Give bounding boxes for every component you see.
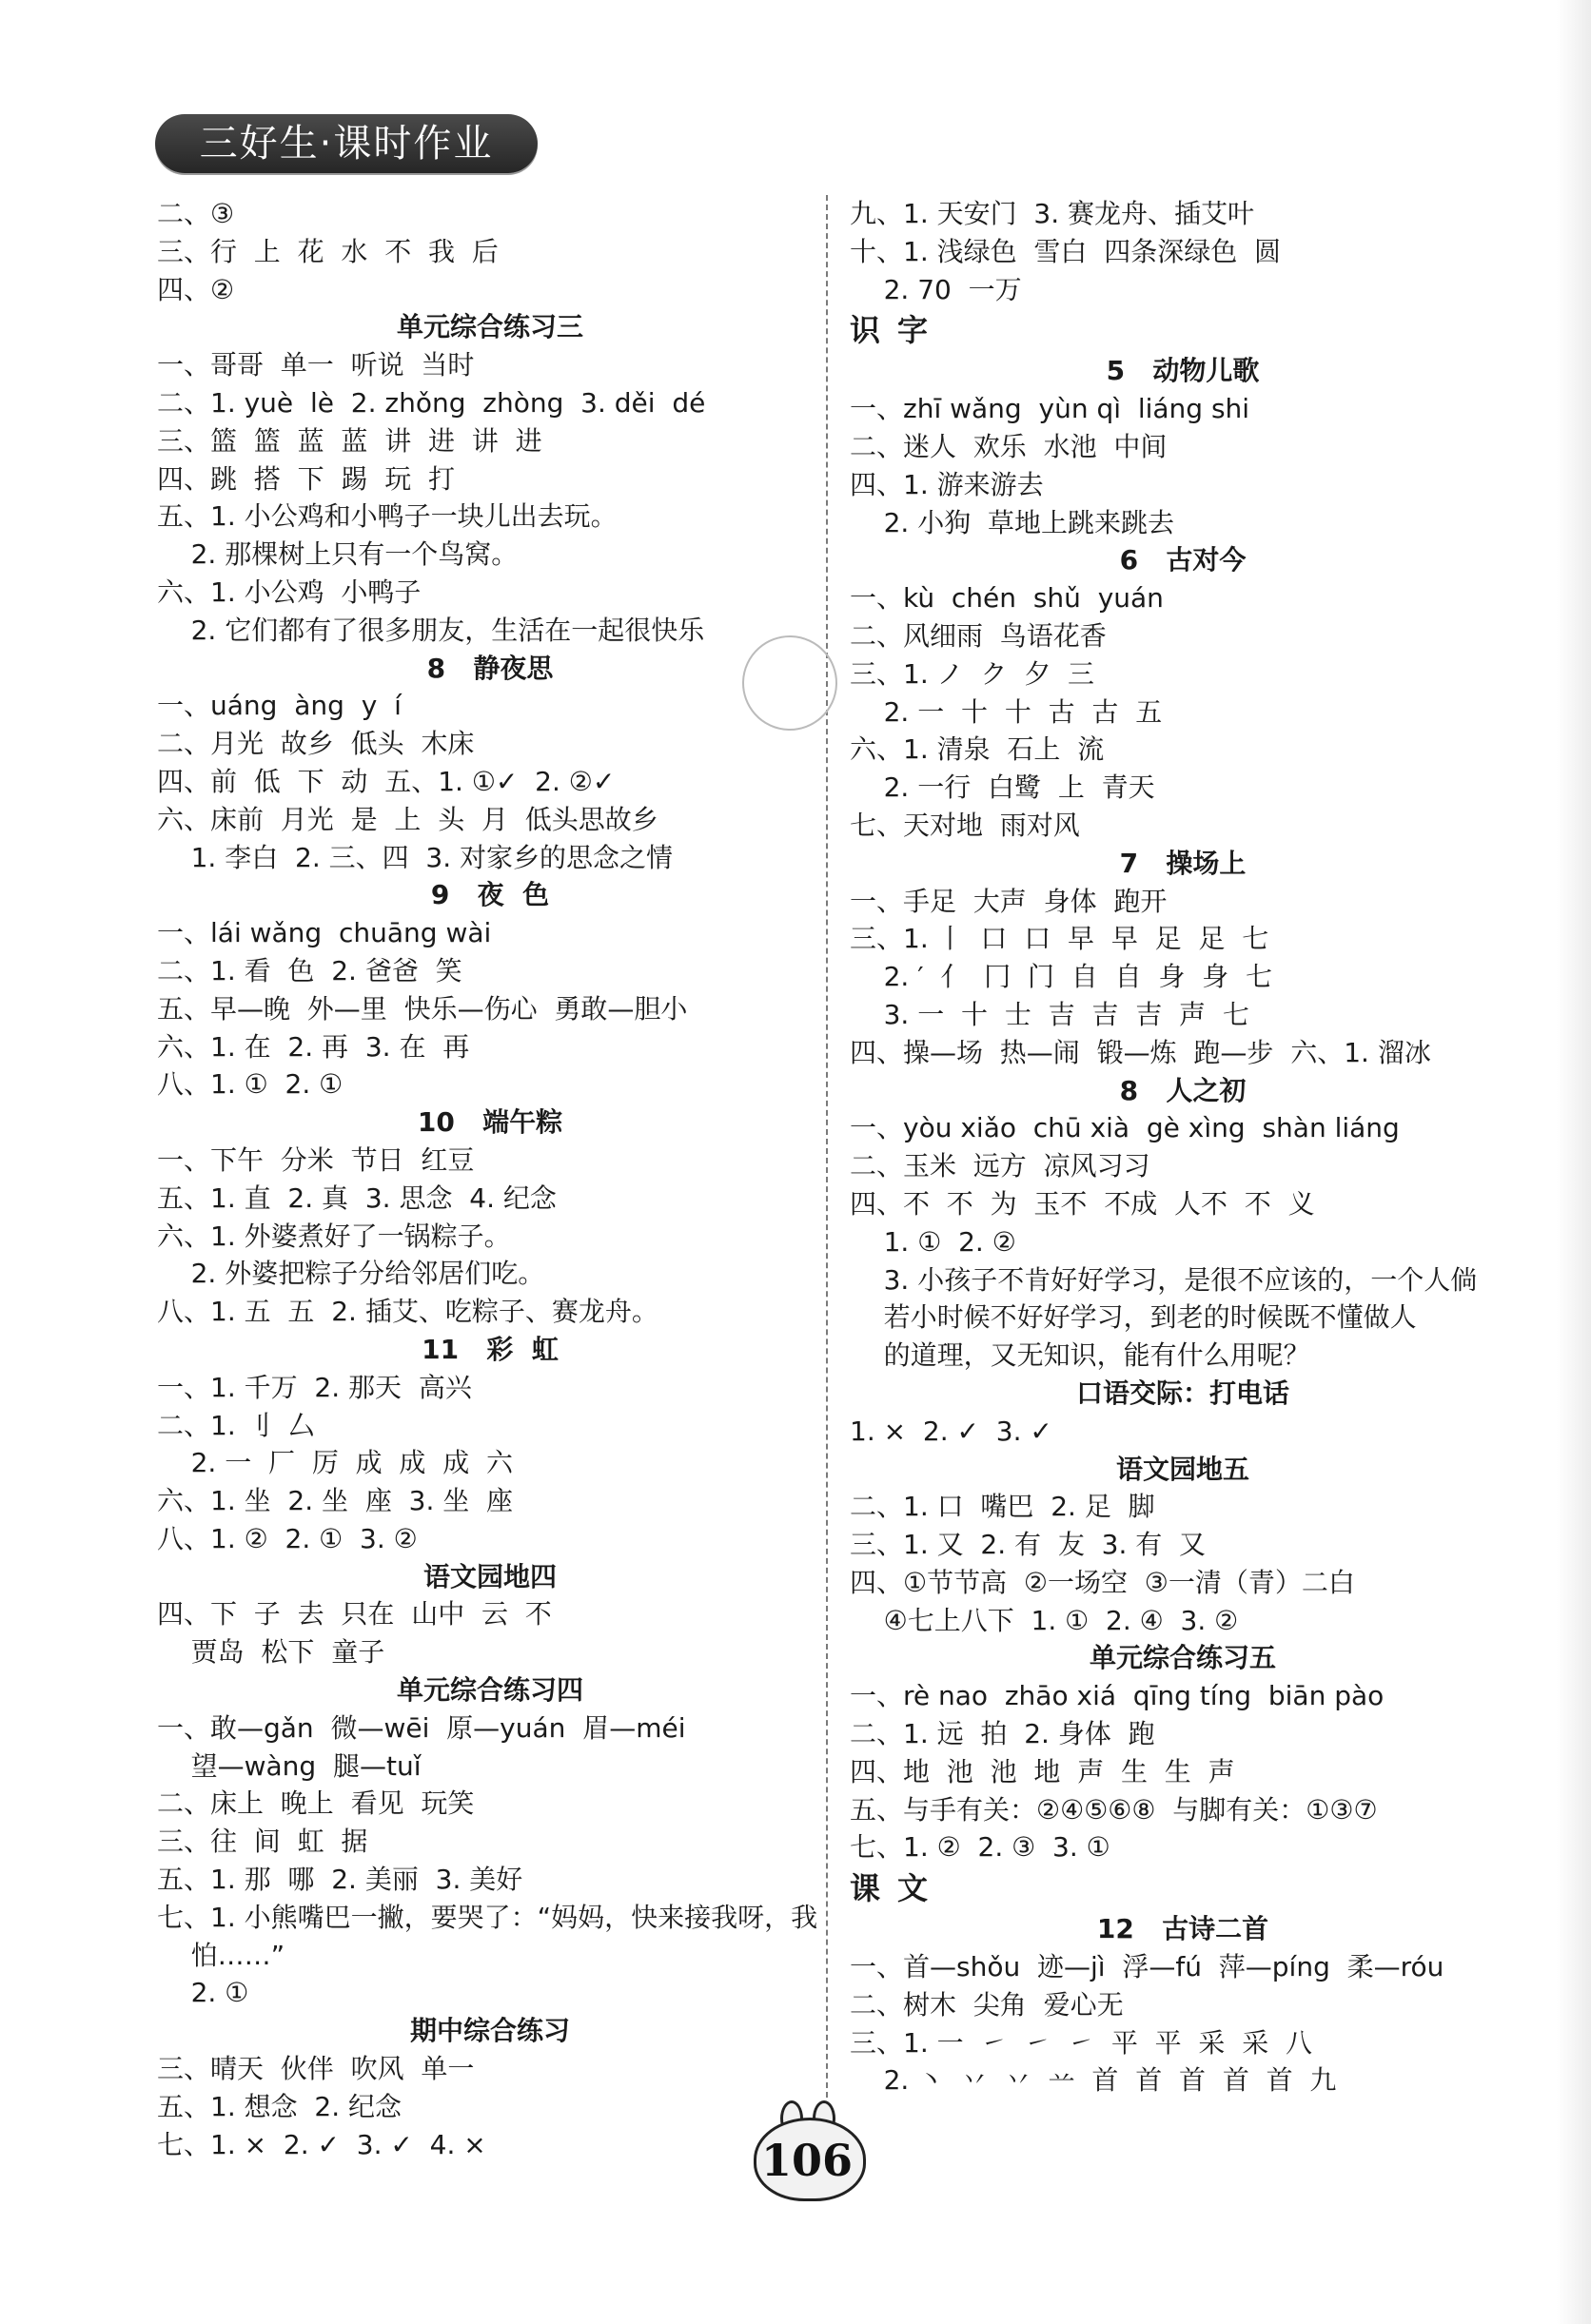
right-answer-line: 2. 小狗 草地上跳来跳去 <box>850 506 1175 538</box>
left-answer-line: 六、1. 外婆煮好了一锅粽子。 <box>157 1220 511 1252</box>
left-heading: 9 夜 色 <box>430 879 550 911</box>
right-column <box>850 195 1516 2099</box>
left-answer-line: 三、晴天 伙伴 吹风 单一 <box>157 2053 475 2085</box>
left-answer-line: 二、③ <box>157 198 235 229</box>
right-answer-line: 2. 一行 白鹭 上 青天 <box>850 771 1155 804</box>
right-answer-line: 三、1. ノ ク 夕 三 <box>850 657 1095 690</box>
left-answer-line: 怕……” <box>157 1939 285 1971</box>
right-heading: 单元综合练习五 <box>1089 1642 1276 1674</box>
left-answer-line: 四、下 子 去 只在 山中 云 不 <box>157 1598 552 1631</box>
left-answer-line: 二、1. 刂 厶 <box>157 1409 315 1441</box>
right-answer-line: 四、操—场 热—闹 锻—炼 跑—步 六、1. 溜冰 <box>850 1036 1431 1068</box>
right-answer-line: 四、不 不 为 玉不 不成 人不 不 义 <box>850 1187 1315 1220</box>
right-answer-line: 六、1. 清泉 石上 流 <box>850 733 1105 766</box>
right-heading: 6 古对今 <box>1119 544 1247 576</box>
left-answer-line: 五、1. 直 2. 真 3. 思念 4. 纪念 <box>157 1182 557 1214</box>
left-answer-line: 四、前 低 下 动 五、1. ①✓ 2. ②✓ <box>157 765 616 797</box>
right-answer-line: 四、1. 游来游去 <box>850 468 1044 500</box>
right-section-title: 识字 <box>850 312 946 349</box>
right-answer-line: 十、1. 浅绿色 雪白 四条深绿色 圆 <box>850 235 1282 267</box>
page-header-title: 三好生·课时作业 <box>155 114 538 173</box>
left-answer-line: 二、1. yuè lè 2. zhǒng zhòng 3. děi dé <box>157 386 706 419</box>
right-answer-line: 三、1. 一 ㇀ ㇀ ㇀ 平 平 采 采 八 <box>850 2026 1313 2059</box>
right-answer-line: 五、与手有关：②④⑤⑥⑧ 与脚有关：①③⑦ <box>850 1793 1378 1826</box>
left-answer-line: 八、1. 五 五 2. 插艾、吃粽子、赛龙舟。 <box>157 1296 658 1328</box>
right-answer-line: 二、1. 远 拍 2. 身体 跑 <box>850 1718 1155 1750</box>
column-divider <box>826 195 828 2117</box>
left-answer-line: 七、1. 小熊嘴巴一撇，要哭了：“妈妈，快来接我呀，我 <box>157 1901 818 1933</box>
left-answer-line: 二、1. 看 色 2. 爸爸 笑 <box>157 954 462 986</box>
right-answer-line: 一、手足 大声 身体 跑开 <box>850 885 1168 917</box>
left-answer-line: 望—wàng 腿—tuǐ <box>157 1749 422 1782</box>
right-answer-line: 四、地 池 池 地 声 生 生 声 <box>850 1755 1235 1787</box>
right-answer-line: 二、迷人 欢乐 水池 中间 <box>850 430 1168 462</box>
right-answer-line: 3. 小孩子不肯好好学习，是很不应该的，一个人倘 <box>850 1263 1478 1296</box>
left-answer-line: 2. ① <box>157 1977 249 2009</box>
left-answer-line: 六、1. 坐 2. 坐 座 3. 坐 座 <box>157 1485 514 1517</box>
page-edge-shadow <box>1557 0 1591 2324</box>
right-answer-line: 一、首—shǒu 迹—jì 浮—fú 萍—píng 柔—róu <box>850 1951 1444 1983</box>
left-heading: 11 彩 虹 <box>422 1333 559 1365</box>
right-answer-line: 二、风细雨 鸟语花香 <box>850 619 1107 652</box>
right-answer-line: 七、1. ② 2. ③ 3. ① <box>850 1831 1110 1864</box>
left-answer-line: 2. 一 厂 厉 成 成 成 六 <box>157 1447 514 1479</box>
left-answer-line: 三、行 上 花 水 不 我 后 <box>157 235 499 267</box>
right-answer-line: 1. × 2. ✓ 3. ✓ <box>850 1415 1052 1447</box>
right-answer-line: 2. 丶 丷 丷 䒑 首 首 首 首 首 九 <box>850 2064 1337 2097</box>
right-heading: 5 动物儿歌 <box>1106 355 1260 387</box>
right-answer-line: 一、kù chén shǔ yuán <box>850 582 1164 615</box>
left-answer-line: 四、② <box>157 273 235 305</box>
right-answer-line: 若小时候不好好学习，到老的时候既不懂做人 <box>850 1301 1417 1334</box>
left-answer-line: 一、1. 千万 2. 那天 高兴 <box>157 1371 472 1403</box>
right-answer-line: 九、1. 天安门 3. 赛龙舟、插艾叶 <box>850 198 1255 229</box>
right-answer-line: 一、rè nao zhāo xiá qīng tíng biān pào <box>850 1680 1385 1712</box>
left-answer-line: 2. 那棵树上只有一个鸟窝。 <box>157 538 519 571</box>
right-heading: 口语交际：打电话 <box>1075 1377 1289 1409</box>
left-answer-line: 八、1. ① 2. ① <box>157 1068 344 1101</box>
right-answer-line: 2. 70 一万 <box>850 273 1022 305</box>
left-answer-line: 六、1. 在 2. 再 3. 在 再 <box>157 1030 470 1063</box>
left-heading: 期中综合练习 <box>409 2015 570 2047</box>
left-heading: 10 端午粽 <box>417 1106 563 1139</box>
left-answer-line: 2. 它们都有了很多朋友，生活在一起很快乐 <box>157 614 705 646</box>
right-answer-line: 2. 一 十 十 古 古 五 <box>850 695 1163 728</box>
left-answer-line: 贾岛 松下 童子 <box>157 1636 385 1669</box>
left-answer-line: 二、床上 晚上 看见 玩笑 <box>157 1787 475 1820</box>
right-answer-line: 二、玉米 远方 凉风习习 <box>850 1150 1150 1182</box>
page-number-badge <box>754 2100 860 2196</box>
left-answer-line: 四、跳 搭 下 踢 玩 打 <box>157 462 456 495</box>
left-answer-line: 五、1. 想念 2. 纪念 <box>157 2090 403 2122</box>
left-column <box>157 195 823 2163</box>
right-answer-line: 一、yòu xiǎo chū xià gè xìng shàn liáng <box>850 1112 1400 1144</box>
left-answer-line: 五、1. 小公鸡和小鸭子一块儿出去玩。 <box>157 500 618 533</box>
left-answer-line: 二、月光 故乡 低头 木床 <box>157 728 475 760</box>
right-answer-line: 二、树木 尖角 爱心无 <box>850 1988 1124 2021</box>
left-answer-line: 三、篮 篮 蓝 蓝 讲 进 讲 进 <box>157 424 542 457</box>
left-heading: 语文园地四 <box>422 1560 557 1592</box>
left-heading: 8 静夜思 <box>426 652 554 684</box>
right-answer-line: 七、天对地 雨对风 <box>850 809 1080 841</box>
right-heading: 8 人之初 <box>1119 1074 1247 1106</box>
right-section-title: 课文 <box>850 1870 946 1907</box>
right-answer-line: 2. ′ 亻 冂 门 自 自 身 身 七 <box>850 961 1272 993</box>
right-answer-line: ④七上八下 1. ① 2. ④ 3. ② <box>850 1604 1239 1636</box>
left-answer-line: 五、1. 那 哪 2. 美丽 3. 美好 <box>157 1864 523 1896</box>
left-answer-line: 八、1. ② 2. ① 3. ② <box>157 1522 418 1554</box>
left-answer-line: 2. 外婆把粽子分给邻居们吃。 <box>157 1258 545 1290</box>
left-answer-line: 一、哥哥 单一 听说 当时 <box>157 349 475 381</box>
right-answer-line: 二、1. 口 嘴巴 2. 足 脚 <box>850 1491 1155 1523</box>
left-answer-line: 六、床前 月光 是 上 头 月 低头思故乡 <box>157 803 658 835</box>
left-answer-line: 一、敢—gǎn 微—wēi 原—yuán 眉—méi <box>157 1711 686 1744</box>
right-answer-line: 3. 一 十 士 吉 吉 吉 声 七 <box>850 998 1249 1030</box>
left-answer-line: 一、lái wǎng chuāng wài <box>157 917 492 949</box>
left-answer-line: 六、1. 小公鸡 小鸭子 <box>157 576 422 608</box>
right-answer-line: 三、1. 丨 口 口 早 早 足 足 七 <box>850 923 1269 955</box>
left-heading: 单元综合练习四 <box>396 1674 583 1707</box>
page-number: 106 <box>760 2135 854 2186</box>
left-answer-line: 1. 李白 2. 三、四 3. 对家乡的思念之情 <box>157 841 674 873</box>
left-answer-line: 一、uáng àng y í <box>157 690 402 722</box>
right-heading: 12 古诗二首 <box>1096 1913 1269 1945</box>
right-heading: 语文园地五 <box>1115 1453 1249 1485</box>
right-answer-line: 的道理，又无知识，能有什么用呢？ <box>850 1339 1310 1372</box>
left-heading: 单元综合练习三 <box>396 311 583 343</box>
right-answer-line: 三、1. 又 2. 有 友 3. 有 又 <box>850 1529 1207 1561</box>
left-answer-line: 七、1. × 2. ✓ 3. ✓ 4. × <box>157 2128 486 2160</box>
right-answer-line: 四、①节节高 ②一场空 ③一清（青）二白 <box>850 1566 1355 1598</box>
left-answer-line: 五、早—晚 外—里 快乐—伤心 勇敢—胆小 <box>157 992 688 1025</box>
left-answer-line: 一、下午 分米 节日 红豆 <box>157 1143 475 1176</box>
left-answer-line: 三、往 间 虹 据 <box>157 1826 368 1858</box>
right-heading: 7 操场上 <box>1119 847 1247 879</box>
right-answer-line: 一、zhī wǎng yùn qì liáng shi <box>850 393 1250 425</box>
right-answer-line: 1. ① 2. ② <box>850 1225 1016 1258</box>
